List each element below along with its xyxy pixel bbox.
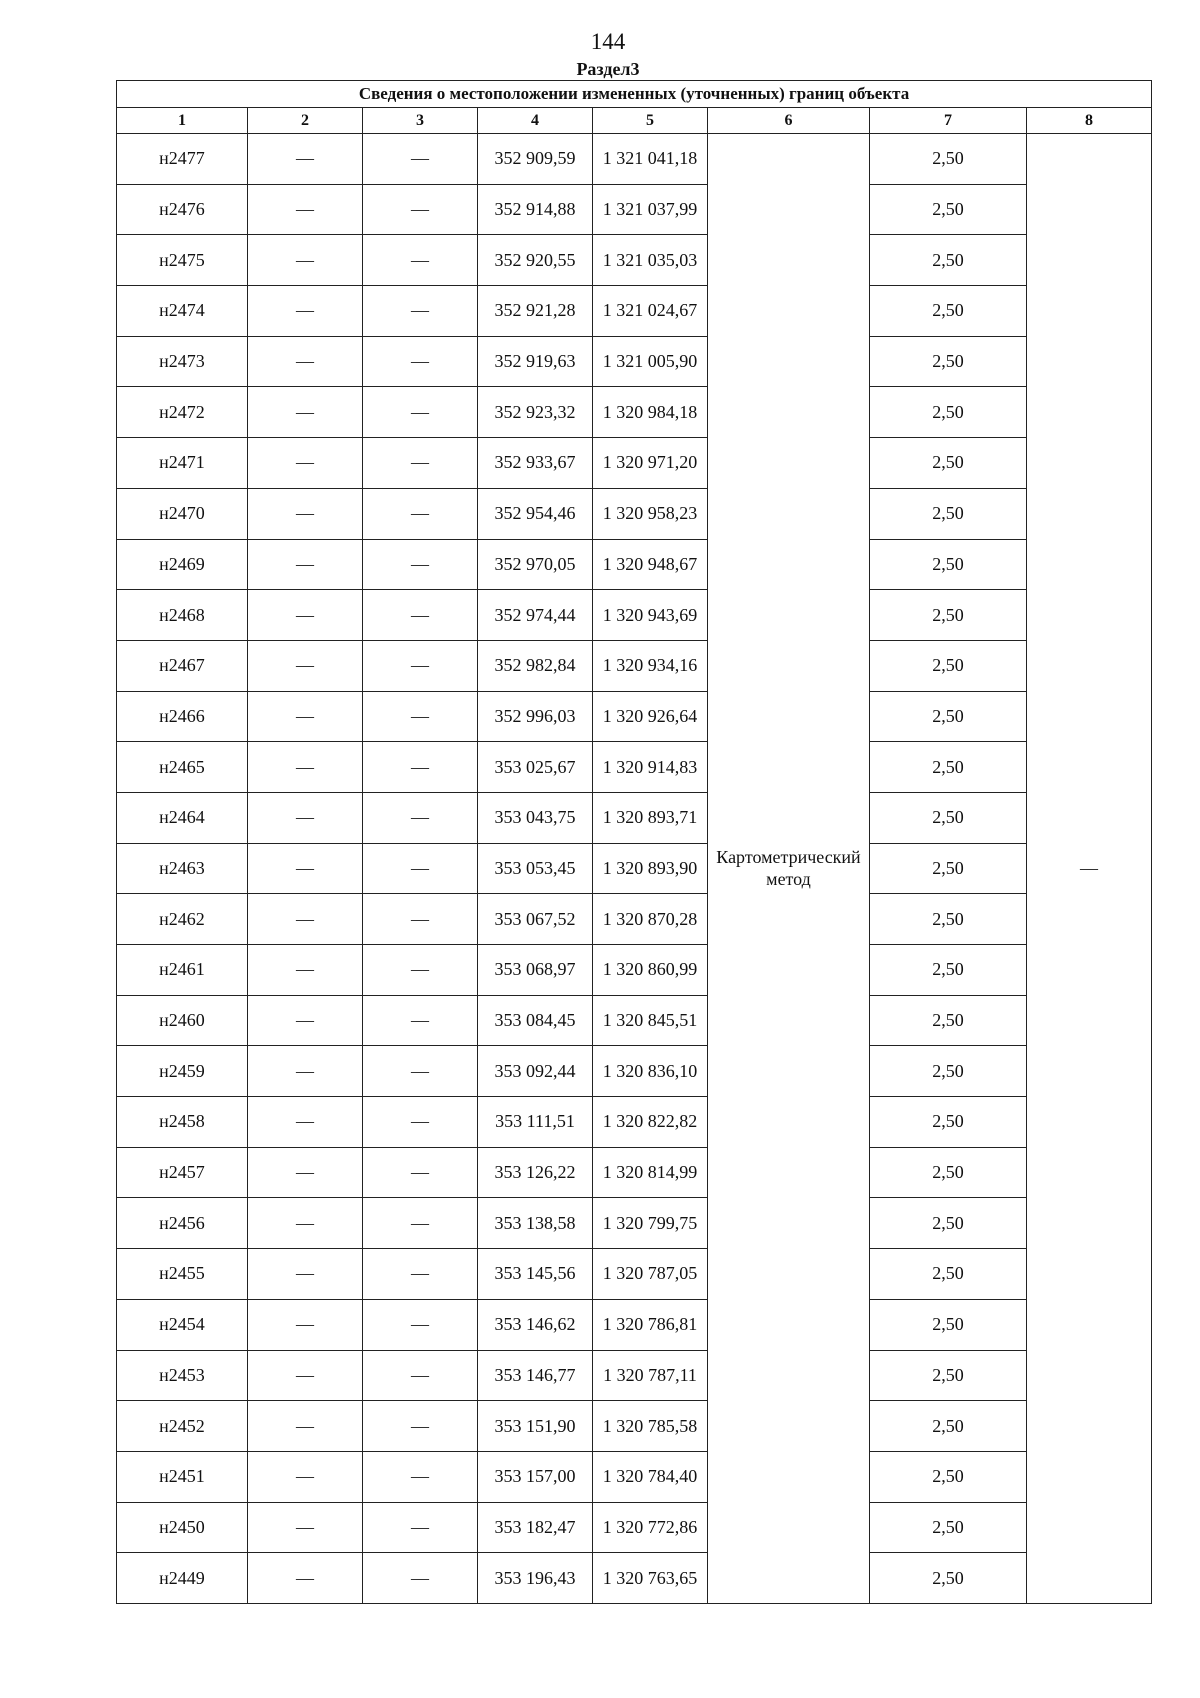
- column-2-cell: —: [248, 235, 363, 286]
- column-3-cell: —: [363, 590, 478, 641]
- x-coordinate-cell: 353 067,52: [478, 894, 593, 945]
- column-2-cell: —: [248, 1046, 363, 1097]
- column-number: 5: [593, 108, 708, 134]
- accuracy-cell: 2,50: [870, 742, 1027, 793]
- column-2-cell: —: [248, 1451, 363, 1502]
- x-coordinate-cell: 352 970,05: [478, 539, 593, 590]
- point-cell: н2473: [117, 336, 248, 387]
- column-number: 8: [1027, 108, 1152, 134]
- y-coordinate-cell: 1 320 984,18: [593, 387, 708, 438]
- point-cell: н2467: [117, 640, 248, 691]
- point-cell: н2470: [117, 488, 248, 539]
- accuracy-cell: 2,50: [870, 691, 1027, 742]
- column-number: 7: [870, 108, 1027, 134]
- point-cell: н2455: [117, 1249, 248, 1300]
- accuracy-cell: 2,50: [870, 1299, 1027, 1350]
- point-cell: н2461: [117, 945, 248, 996]
- y-coordinate-cell: 1 320 763,65: [593, 1553, 708, 1604]
- column-3-cell: —: [363, 792, 478, 843]
- accuracy-cell: 2,50: [870, 995, 1027, 1046]
- accuracy-cell: 2,50: [870, 1147, 1027, 1198]
- column-3-cell: —: [363, 1299, 478, 1350]
- column-2-cell: —: [248, 134, 363, 185]
- y-coordinate-cell: 1 320 772,86: [593, 1502, 708, 1553]
- column-3-cell: —: [363, 995, 478, 1046]
- column-3-cell: —: [363, 1553, 478, 1604]
- column-8-cell: —: [1027, 134, 1152, 1604]
- table-row: [117, 1046, 1152, 1097]
- x-coordinate-cell: 352 982,84: [478, 640, 593, 691]
- table-row: [117, 488, 1152, 539]
- column-3-cell: —: [363, 438, 478, 489]
- column-3-cell: —: [363, 1249, 478, 1300]
- table-row: [117, 742, 1152, 793]
- table-row: [117, 1553, 1152, 1604]
- x-coordinate-cell: 353 146,62: [478, 1299, 593, 1350]
- column-2-cell: —: [248, 945, 363, 996]
- column-3-cell: —: [363, 184, 478, 235]
- column-3-cell: —: [363, 1097, 478, 1148]
- accuracy-cell: 2,50: [870, 336, 1027, 387]
- accuracy-cell: 2,50: [870, 1401, 1027, 1452]
- column-2-cell: —: [248, 387, 363, 438]
- x-coordinate-cell: 353 138,58: [478, 1198, 593, 1249]
- column-2-cell: —: [248, 1097, 363, 1148]
- method-text: Картометрический метод: [716, 847, 861, 890]
- point-cell: н2464: [117, 792, 248, 843]
- x-coordinate-cell: 352 974,44: [478, 590, 593, 641]
- point-cell: н2465: [117, 742, 248, 793]
- point-cell: н2449: [117, 1553, 248, 1604]
- column-2-cell: —: [248, 1502, 363, 1553]
- table-row: [117, 590, 1152, 641]
- accuracy-cell: 2,50: [870, 387, 1027, 438]
- y-coordinate-cell: 1 320 958,23: [593, 488, 708, 539]
- table-row: [117, 792, 1152, 843]
- column-2-cell: —: [248, 742, 363, 793]
- point-cell: н2477: [117, 134, 248, 185]
- y-coordinate-cell: 1 321 035,03: [593, 235, 708, 286]
- y-coordinate-cell: 1 321 005,90: [593, 336, 708, 387]
- accuracy-cell: 2,50: [870, 843, 1027, 894]
- accuracy-cell: 2,50: [870, 1198, 1027, 1249]
- table-row: [117, 1350, 1152, 1401]
- point-cell: н2471: [117, 438, 248, 489]
- column-3-cell: —: [363, 488, 478, 539]
- section-label: Раздел3: [576, 59, 640, 79]
- y-coordinate-cell: 1 320 836,10: [593, 1046, 708, 1097]
- point-cell: н2468: [117, 590, 248, 641]
- column-2-cell: —: [248, 640, 363, 691]
- table-row: [117, 184, 1152, 235]
- accuracy-cell: 2,50: [870, 235, 1027, 286]
- column-3-cell: —: [363, 1350, 478, 1401]
- y-coordinate-cell: 1 320 926,64: [593, 691, 708, 742]
- y-coordinate-cell: 1 320 860,99: [593, 945, 708, 996]
- column-2-cell: —: [248, 438, 363, 489]
- boundary-coordinates-table: [116, 80, 1152, 1604]
- point-cell: н2475: [117, 235, 248, 286]
- column-3-cell: —: [363, 539, 478, 590]
- y-coordinate-cell: 1 320 786,81: [593, 1299, 708, 1350]
- y-coordinate-cell: 1 320 785,58: [593, 1401, 708, 1452]
- x-coordinate-cell: 353 146,77: [478, 1350, 593, 1401]
- column-2-cell: —: [248, 1198, 363, 1249]
- accuracy-cell: 2,50: [870, 1451, 1027, 1502]
- point-cell: н2456: [117, 1198, 248, 1249]
- column-3-cell: —: [363, 235, 478, 286]
- x-coordinate-cell: 353 182,47: [478, 1502, 593, 1553]
- x-coordinate-cell: 353 092,44: [478, 1046, 593, 1097]
- column-number: 4: [478, 108, 593, 134]
- column-2-cell: —: [248, 691, 363, 742]
- column-3-cell: —: [363, 742, 478, 793]
- table-row: [117, 438, 1152, 489]
- y-coordinate-cell: 1 320 822,82: [593, 1097, 708, 1148]
- y-coordinate-cell: 1 320 948,67: [593, 539, 708, 590]
- point-cell: н2459: [117, 1046, 248, 1097]
- column-number: 3: [363, 108, 478, 134]
- x-coordinate-cell: 352 996,03: [478, 691, 593, 742]
- column-3-cell: —: [363, 1147, 478, 1198]
- table-body: [117, 134, 1152, 1604]
- y-coordinate-cell: 1 320 845,51: [593, 995, 708, 1046]
- y-coordinate-cell: 1 320 893,90: [593, 843, 708, 894]
- table-row: [117, 1198, 1152, 1249]
- accuracy-cell: 2,50: [870, 792, 1027, 843]
- table-row: [117, 235, 1152, 286]
- column-3-cell: —: [363, 1451, 478, 1502]
- accuracy-cell: 2,50: [870, 1097, 1027, 1148]
- y-coordinate-cell: 1 320 784,40: [593, 1451, 708, 1502]
- column-2-cell: —: [248, 488, 363, 539]
- table-row: [117, 336, 1152, 387]
- column-2-cell: —: [248, 1299, 363, 1350]
- x-coordinate-cell: 353 157,00: [478, 1451, 593, 1502]
- column-2-cell: —: [248, 792, 363, 843]
- column-3-cell: —: [363, 286, 478, 337]
- point-cell: н2457: [117, 1147, 248, 1198]
- point-cell: н2453: [117, 1350, 248, 1401]
- column-3-cell: —: [363, 691, 478, 742]
- y-coordinate-cell: 1 321 024,67: [593, 286, 708, 337]
- x-coordinate-cell: 353 053,45: [478, 843, 593, 894]
- table-row: [117, 1401, 1152, 1452]
- table-row: [117, 640, 1152, 691]
- x-coordinate-cell: 353 126,22: [478, 1147, 593, 1198]
- accuracy-cell: 2,50: [870, 1249, 1027, 1300]
- table-row: [117, 843, 1152, 894]
- table-row: [117, 1451, 1152, 1502]
- table-row: [117, 286, 1152, 337]
- accuracy-cell: 2,50: [870, 894, 1027, 945]
- point-cell: н2476: [117, 184, 248, 235]
- column-2-cell: —: [248, 1147, 363, 1198]
- accuracy-cell: 2,50: [870, 539, 1027, 590]
- column-3-cell: —: [363, 1401, 478, 1452]
- x-coordinate-cell: 353 068,97: [478, 945, 593, 996]
- y-coordinate-cell: 1 320 943,69: [593, 590, 708, 641]
- point-cell: н2451: [117, 1451, 248, 1502]
- x-coordinate-cell: 353 111,51: [478, 1097, 593, 1148]
- y-coordinate-cell: 1 321 041,18: [593, 134, 708, 185]
- point-cell: н2466: [117, 691, 248, 742]
- column-3-cell: —: [363, 945, 478, 996]
- x-coordinate-cell: 353 025,67: [478, 742, 593, 793]
- table-row: [117, 387, 1152, 438]
- x-coordinate-cell: 353 151,90: [478, 1401, 593, 1452]
- column-2-cell: —: [248, 286, 363, 337]
- column-number: 1: [117, 108, 248, 134]
- column-3-cell: —: [363, 387, 478, 438]
- column-3-cell: —: [363, 894, 478, 945]
- column-3-cell: —: [363, 336, 478, 387]
- point-cell: н2450: [117, 1502, 248, 1553]
- y-coordinate-cell: 1 320 870,28: [593, 894, 708, 945]
- table-row: [117, 1147, 1152, 1198]
- method-cell: [708, 134, 870, 1604]
- x-coordinate-cell: 353 043,75: [478, 792, 593, 843]
- column-3-cell: —: [363, 640, 478, 691]
- accuracy-cell: 2,50: [870, 640, 1027, 691]
- column-2-cell: —: [248, 995, 363, 1046]
- point-cell: н2458: [117, 1097, 248, 1148]
- table-row: [117, 539, 1152, 590]
- x-coordinate-cell: 352 954,46: [478, 488, 593, 539]
- y-coordinate-cell: 1 320 787,11: [593, 1350, 708, 1401]
- table-row: [117, 1502, 1152, 1553]
- x-coordinate-cell: 352 923,32: [478, 387, 593, 438]
- x-coordinate-cell: 352 921,28: [478, 286, 593, 337]
- point-cell: н2454: [117, 1299, 248, 1350]
- table-row: [117, 894, 1152, 945]
- column-3-cell: —: [363, 1502, 478, 1553]
- point-cell: н2474: [117, 286, 248, 337]
- column-2-cell: —: [248, 1249, 363, 1300]
- accuracy-cell: 2,50: [870, 1046, 1027, 1097]
- y-coordinate-cell: 1 320 971,20: [593, 438, 708, 489]
- accuracy-cell: 2,50: [870, 184, 1027, 235]
- y-coordinate-cell: 1 321 037,99: [593, 184, 708, 235]
- table-row: [117, 1249, 1152, 1300]
- y-coordinate-cell: 1 320 799,75: [593, 1198, 708, 1249]
- point-cell: н2469: [117, 539, 248, 590]
- column-2-cell: —: [248, 184, 363, 235]
- y-coordinate-cell: 1 320 787,05: [593, 1249, 708, 1300]
- point-cell: н2452: [117, 1401, 248, 1452]
- column-number: 6: [708, 108, 870, 134]
- column-3-cell: —: [363, 1198, 478, 1249]
- x-coordinate-cell: 352 914,88: [478, 184, 593, 235]
- point-cell: н2472: [117, 387, 248, 438]
- column-number: 2: [248, 108, 363, 134]
- accuracy-cell: 2,50: [870, 1553, 1027, 1604]
- point-cell: н2463: [117, 843, 248, 894]
- accuracy-cell: 2,50: [870, 1502, 1027, 1553]
- page-number: 144: [590, 29, 626, 54]
- accuracy-cell: 2,50: [870, 286, 1027, 337]
- column-3-cell: —: [363, 1046, 478, 1097]
- y-coordinate-cell: 1 320 893,71: [593, 792, 708, 843]
- column-2-cell: —: [248, 590, 363, 641]
- table-row: [117, 945, 1152, 996]
- accuracy-cell: 2,50: [870, 1350, 1027, 1401]
- table-row: [117, 134, 1152, 185]
- accuracy-cell: 2,50: [870, 488, 1027, 539]
- table-row: [117, 691, 1152, 742]
- accuracy-cell: 2,50: [870, 590, 1027, 641]
- column-2-cell: —: [248, 894, 363, 945]
- x-coordinate-cell: 353 084,45: [478, 995, 593, 1046]
- point-cell: н2460: [117, 995, 248, 1046]
- column-2-cell: —: [248, 336, 363, 387]
- x-coordinate-cell: 352 909,59: [478, 134, 593, 185]
- x-coordinate-cell: 352 920,55: [478, 235, 593, 286]
- column-3-cell: —: [363, 134, 478, 185]
- x-coordinate-cell: 353 196,43: [478, 1553, 593, 1604]
- accuracy-cell: 2,50: [870, 134, 1027, 185]
- column-2-cell: —: [248, 843, 363, 894]
- table-row: [117, 1299, 1152, 1350]
- column-3-cell: —: [363, 843, 478, 894]
- y-coordinate-cell: 1 320 914,83: [593, 742, 708, 793]
- column-2-cell: —: [248, 539, 363, 590]
- x-coordinate-cell: 353 145,56: [478, 1249, 593, 1300]
- table-title: Сведения о местоположении измененных (уточненных) границ объекта: [117, 81, 1152, 108]
- point-cell: н2462: [117, 894, 248, 945]
- column-2-cell: —: [248, 1401, 363, 1452]
- accuracy-cell: 2,50: [870, 438, 1027, 489]
- column-2-cell: —: [248, 1350, 363, 1401]
- accuracy-cell: 2,50: [870, 945, 1027, 996]
- x-coordinate-cell: 352 933,67: [478, 438, 593, 489]
- x-coordinate-cell: 352 919,63: [478, 336, 593, 387]
- table-row: [117, 995, 1152, 1046]
- y-coordinate-cell: 1 320 934,16: [593, 640, 708, 691]
- column-2-cell: —: [248, 1553, 363, 1604]
- table-row: [117, 1097, 1152, 1148]
- y-coordinate-cell: 1 320 814,99: [593, 1147, 708, 1198]
